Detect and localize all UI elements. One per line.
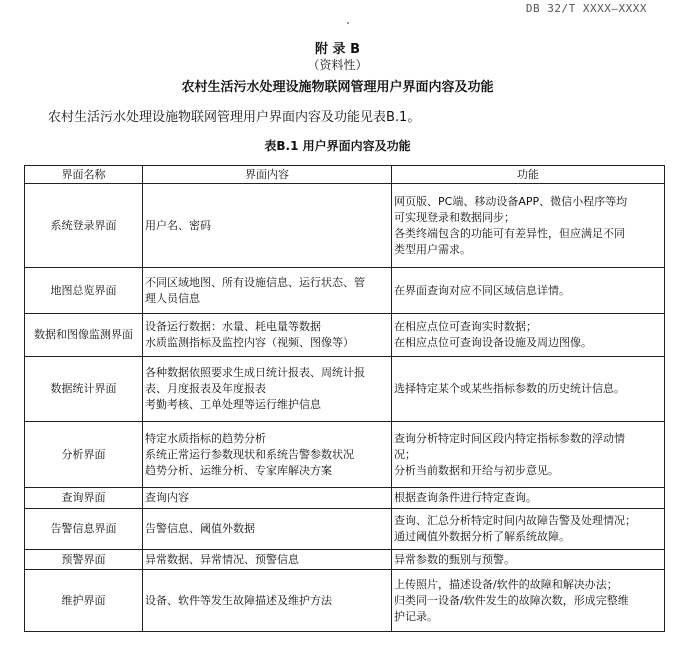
row-interface-name: 数据和图像监测界面 (25, 314, 143, 356)
content-line: 不同区域地图、所有设施信息、运行状态、管 (145, 275, 365, 289)
function-line: 根据查询条件进行特定查询。 (394, 490, 537, 504)
table-row (25, 268, 665, 314)
appendix-title: 农村生活污水处理设施物联网管理用户界面内容及功能 (181, 80, 494, 95)
row-interface-name: 查询界面 (25, 488, 143, 509)
content-line: 各种数据依照要求生成日统计报表、周统计报 (145, 365, 365, 379)
interface-table (24, 165, 665, 632)
row-interface-name: 系统登录界面 (25, 184, 143, 268)
content-line: 考勤考核、工单处理等运行维护信息 (145, 397, 321, 411)
table-row (25, 570, 665, 632)
function-line: 分析当前数据和开给与初步意见。 (394, 463, 559, 477)
row-interface-content (143, 314, 392, 356)
row-function (392, 314, 665, 356)
content-line: 理人员信息 (145, 291, 200, 305)
function-line: 类型用户需求。 (394, 242, 471, 256)
content-line: 异常数据、异常情况、预警信息 (145, 552, 299, 566)
header-content: 界面内容 (143, 166, 392, 184)
row-function (392, 488, 665, 509)
row-interface-name: 告警信息界面 (25, 508, 143, 549)
row-interface-name: 地图总览界面 (25, 268, 143, 314)
content-line: 水质监测指标及监控内容（视频、图像等） (145, 336, 354, 350)
content-line: 表、月度报表及年度报表 (145, 381, 266, 395)
row-interface-name: 分析界面 (25, 422, 143, 488)
content-line: 趋势分析、运维分析、专家库解决方案 (145, 463, 332, 477)
function-line: 在相应点位可查询实时数据； (394, 320, 537, 334)
table-row (25, 488, 665, 509)
function-line: 况； (394, 447, 416, 461)
table-row (25, 508, 665, 549)
table-caption: 表B.1 用户界面内容及功能 (264, 139, 411, 153)
row-function (392, 268, 665, 314)
row-interface-content (143, 268, 392, 314)
function-line: 护记录。 (394, 609, 438, 623)
row-interface-content (143, 356, 392, 422)
table-row (25, 356, 665, 422)
content-line: 设备运行数据：水量、耗电量等数据 (145, 320, 321, 334)
standard-code: DB 32/T XXXX—XXXX (525, 2, 647, 15)
row-interface-content (143, 488, 392, 509)
function-line: 异常参数的甄别与预警。 (394, 552, 515, 566)
table-row (25, 184, 665, 268)
row-interface-content (143, 422, 392, 488)
header-function: 功能 (392, 166, 665, 184)
function-line: 查询分析特定时间区段内特定指标参数的浮动情 (394, 431, 625, 445)
row-function (392, 422, 665, 488)
function-line: 查询、汇总分析特定时间内故障告警及处理情况； (394, 513, 636, 527)
row-interface-content (143, 570, 392, 632)
row-interface-content (143, 549, 392, 570)
function-line: 可实现登录和数据同步； (394, 210, 515, 224)
content-line: 设备、软件等发生故障描述及维护方法 (145, 593, 332, 607)
content-line: 查询内容 (145, 490, 189, 504)
function-line: 选择特定某个或某些指标参数的历史统计信息。 (394, 381, 625, 395)
table-row (25, 314, 665, 356)
function-line: 上传照片，描述设备/软件的故障和解决办法； (394, 577, 618, 591)
appendix-nature: （资料性） (307, 58, 368, 72)
table-row (25, 549, 665, 570)
row-function (392, 508, 665, 549)
content-line: 用户名、密码 (145, 218, 211, 232)
row-function (392, 570, 665, 632)
row-interface-name: 数据统计界面 (25, 356, 143, 422)
function-line: 在相应点位可查询设备设施及周边图像。 (394, 336, 592, 350)
content-line: 告警信息、阈值外数据 (145, 521, 255, 535)
row-interface-content (143, 184, 392, 268)
function-line: 网页版、PC端、移动设备APP、微信小程序等均 (394, 194, 628, 208)
intro-text: 农村生活污水处理设施物联网管理用户界面内容及功能见表B.1。 (48, 110, 421, 125)
function-line: 归类同一设备/软件发生的故障次数，形成完整维 (394, 593, 629, 607)
function-line: 通过阈值外数据分析了解系统故障。 (394, 529, 570, 543)
row-function (392, 356, 665, 422)
content-line: 特定水质指标的趋势分析 (145, 431, 266, 445)
header-name: 界面名称 (25, 166, 143, 184)
page-mark (347, 22, 349, 24)
table-row (25, 422, 665, 488)
table-header-row (25, 166, 665, 184)
row-interface-name: 维护界面 (25, 570, 143, 632)
function-line: 各类终端包含的功能可有差异性，但应满足不同 (394, 226, 625, 240)
row-function (392, 549, 665, 570)
row-interface-content (143, 508, 392, 549)
row-function (392, 184, 665, 268)
row-interface-name: 预警界面 (25, 549, 143, 570)
appendix-label: 附 录 B (315, 42, 360, 57)
content-line: 系统正常运行参数现状和系统告警参数状况 (145, 447, 354, 461)
function-line: 在界面查询对应不同区域信息详情。 (394, 283, 570, 297)
